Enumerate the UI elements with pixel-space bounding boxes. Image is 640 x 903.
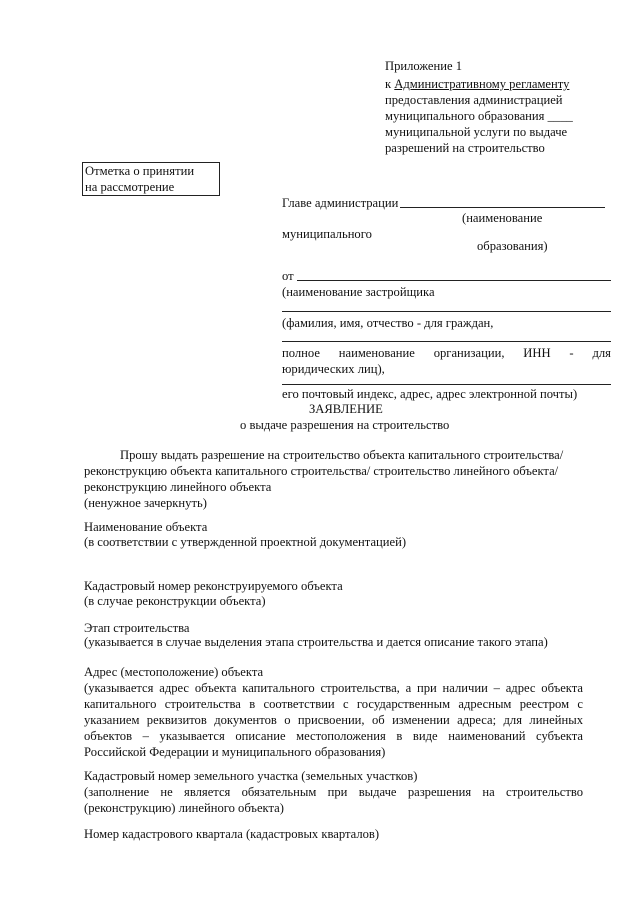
- acceptance-stamp-box: [82, 162, 220, 196]
- appendix-title: Приложение 1: [385, 59, 463, 73]
- org-hint-line-2: юридических лиц),: [282, 362, 385, 376]
- appendix-line-6: разрешений на строительство: [385, 141, 545, 155]
- land-cadastral-label: Кадастровый номер земельного участка (земельных участков): [84, 769, 418, 783]
- quarter-label: Номер кадастрового квартала (кадастровых кварталов): [84, 827, 380, 841]
- object-name-label: Наименование объекта: [84, 520, 208, 534]
- formation-hint: образования): [477, 239, 548, 253]
- org-hint-word: ИНН: [523, 346, 551, 360]
- appendix-prefix: к: [385, 77, 395, 91]
- reglament-link[interactable]: Административному регламенту: [394, 77, 570, 91]
- from-label: от: [282, 269, 294, 283]
- postal-hint: его почтовый индекс, адрес, адрес электронной почты): [282, 387, 578, 401]
- org-hint-word: полное: [282, 346, 320, 360]
- stage-label: Этап строительства: [84, 621, 190, 635]
- citizen-hint: (фамилия, имя, отчество - для граждан,: [282, 316, 494, 330]
- developer-fill-line[interactable]: [282, 311, 611, 312]
- appendix-line-4: муниципального образования ____: [385, 109, 573, 123]
- appendix-line-5: муниципальной услуги по выдаче: [385, 125, 568, 139]
- head-hint: (наименование: [462, 211, 543, 225]
- org-hint-word: организации,: [433, 346, 505, 360]
- citizen-fill-line[interactable]: [282, 341, 611, 342]
- cadastral-reconstructed-hint: (в случае реконструкции объекта): [84, 594, 266, 608]
- stamp-line-1: Отметка о принятии: [85, 164, 195, 178]
- strike-note: (ненужное зачеркнуть): [84, 496, 207, 510]
- address-label: Адрес (местоположение) объекта: [84, 665, 264, 679]
- stage-hint: (указывается в случае выделения этапа строительства и дается описание такого этапа): [84, 635, 548, 649]
- org-hint-row: [282, 345, 611, 361]
- land-cadastral-hint: (заполнение не является обязательным при выдаче разрешения на строительство (реконструкцию) линейного объекта): [84, 785, 583, 815]
- object-name-hint: (в соответствии с утвержденной проектной документацией): [84, 535, 407, 549]
- municipal-label: муниципального: [282, 227, 372, 241]
- request-line-3: реконструкцию линейного объекта: [84, 480, 272, 494]
- address-hint: (указывается адрес объекта капитального строительства, а при наличии – адрес объекта капитального строительства в соответствии с государственным адресным реестром с указанием реквизитов документов о присвоении, об изменении адреса; для линейных объектов – указывается описание местоположения в виде наименований субъекта Российской Федерации и муниципального образования): [84, 681, 583, 759]
- org-hint-word: для: [592, 346, 611, 360]
- org-hint-word: -: [569, 346, 574, 360]
- appendix-line-3: предоставления администрацией: [385, 93, 563, 107]
- appendix-line-reglament: [385, 76, 569, 92]
- document-subtitle: о выдаче разрешения на строительство: [240, 418, 450, 432]
- developer-hint: (наименование застройщика: [282, 285, 435, 299]
- cadastral-reconstructed-label: Кадастровый номер реконструируемого объекта: [84, 579, 343, 593]
- document-title: ЗАЯВЛЕНИЕ: [309, 402, 383, 416]
- head-fill-line[interactable]: [400, 207, 605, 208]
- stamp-line-2: на рассмотрение: [85, 180, 175, 194]
- org-fill-line[interactable]: [282, 384, 611, 385]
- head-label: Главе администрации: [282, 196, 399, 210]
- from-fill-line[interactable]: [297, 280, 611, 281]
- request-line-1: Прошу выдать разрешение на строительство объекта капитального строительства/: [120, 448, 564, 462]
- request-line-2: реконструкцию объекта капитального строительства/ строительство линейного объекта/: [84, 464, 559, 478]
- org-hint-word: наименование: [338, 346, 415, 360]
